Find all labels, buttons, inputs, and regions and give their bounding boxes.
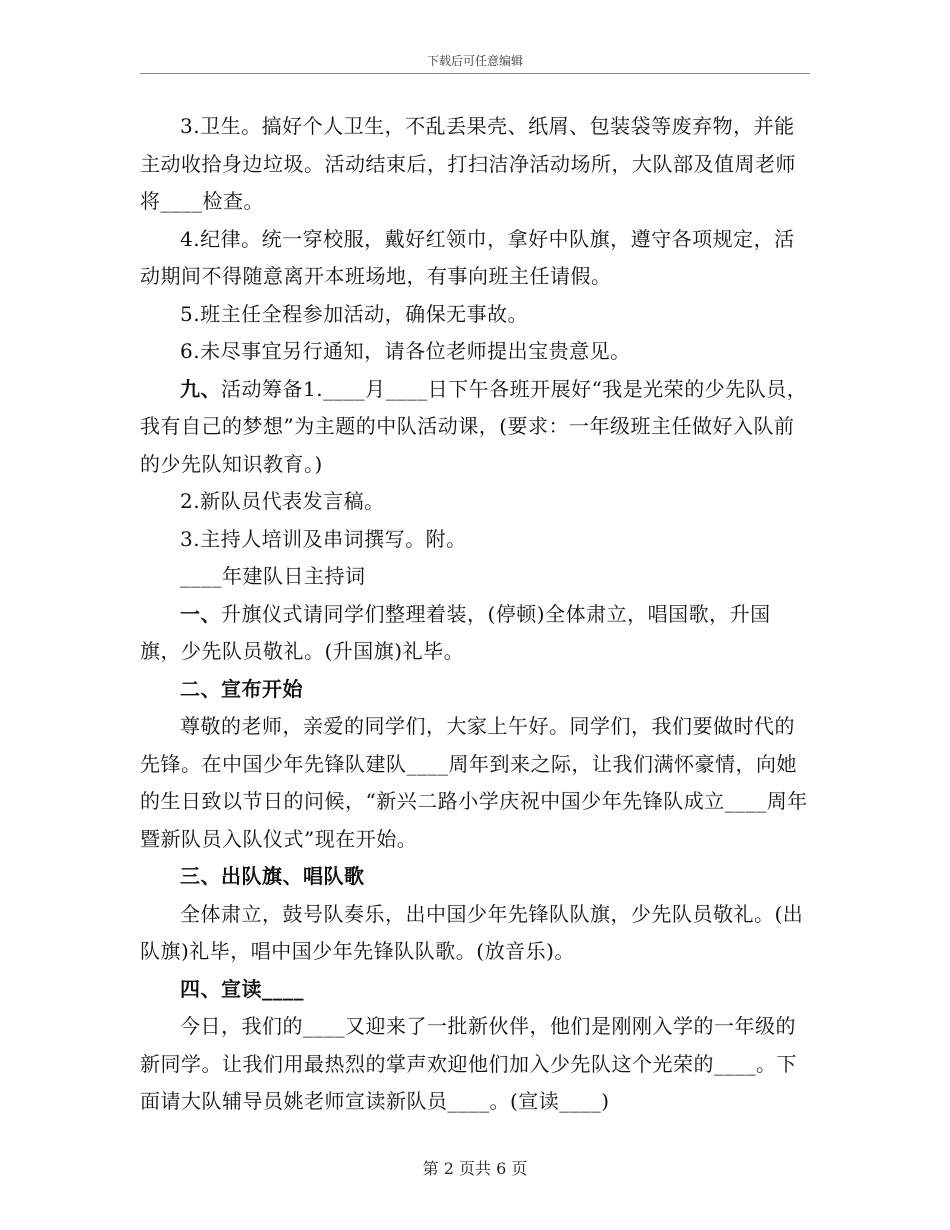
section-lead-one: 一、 bbox=[180, 601, 221, 626]
paragraph-new-members: 今日，我们的____又迎来了一批新伙伴，他们是刚刚入学的一年级的新同学。让我们用最热烈的掌声欢迎他们加入少先队这个光荣的____。下面请大队辅导员姚老师宣读新队员____。(宣读____) bbox=[140, 1014, 797, 1113]
page-footer: 第 2 页共 6 页 bbox=[422, 1159, 528, 1178]
paragraph-opening-speech: 尊敬的老师，亲爱的同学们，大家上午好。同学们，我们要做时代的先锋。在中国少年先锋队建队____周年到来之际，让我们满怀豪情，向她的生日致以节日的问候，“新兴二路小学庆祝中国少年先锋队成立____周年暨新队员入队仪式”现在开始。 bbox=[140, 714, 808, 851]
preparation-text: 活动筹备1.____月____日下午各班开展好“我是光荣的少先队员，我有自己的梦想”为主题的中队活动课，(要求：一年级班主任做好入队前的少先队知识教育。) bbox=[140, 376, 808, 476]
paragraph-host-training: 3.主持人培训及串词撰写。附。 bbox=[180, 526, 467, 551]
document-body bbox=[140, 108, 810, 1121]
flag-ceremony-text: 升旗仪式请同学们整理着装，(停顿)全体肃立，唱国歌，升国旗，少先队员敬礼。(升国旗)礼毕。 bbox=[140, 601, 771, 663]
paragraph-flag-ceremony bbox=[140, 596, 810, 671]
header-divider bbox=[140, 73, 810, 74]
page-header: 下载后可任意编辑 bbox=[426, 54, 523, 68]
section-heading-start: 二、宣布开始 bbox=[180, 676, 303, 701]
paragraph-preparation bbox=[140, 371, 810, 484]
paragraph-speech: 2.新队员代表发言稿。 bbox=[180, 489, 385, 513]
paragraph-host-script-title: ____年建队日主持词 bbox=[180, 564, 366, 588]
paragraph-notice: 6.未尽事宜另行通知，请各位老师提出宝贵意见。 bbox=[180, 339, 631, 363]
section-heading-flag-song: 三、出队旗、唱队歌 bbox=[180, 864, 365, 888]
paragraph-hygiene: 3.卫生。搞好个人卫生，不乱丢果壳、纸屑、包装袋等废弃物，并能主动收拾身边垃圾。活动结束后，打扫洁净活动场所，大队部及值周老师将____检查。 bbox=[140, 114, 796, 213]
paragraph-teacher-duty: 5.班主任全程参加活动，确保无事故。 bbox=[180, 301, 529, 326]
section-heading-read: 四、宣读____ bbox=[180, 976, 304, 1001]
paragraph-flag-song: 全体肃立，鼓号队奏乐，出中国少年先锋队队旗，少先队员敬礼。(出队旗)礼毕，唱中国少年先锋队队歌。(放音乐)。 bbox=[140, 901, 804, 963]
paragraph-discipline: 4.纪律。统一穿校服，戴好红领巾，拿好中队旗，遵守各项规定，活动期间不得随意离开本班场地，有事向班主任请假。 bbox=[140, 226, 795, 288]
section-lead-nine: 九、 bbox=[180, 376, 221, 401]
